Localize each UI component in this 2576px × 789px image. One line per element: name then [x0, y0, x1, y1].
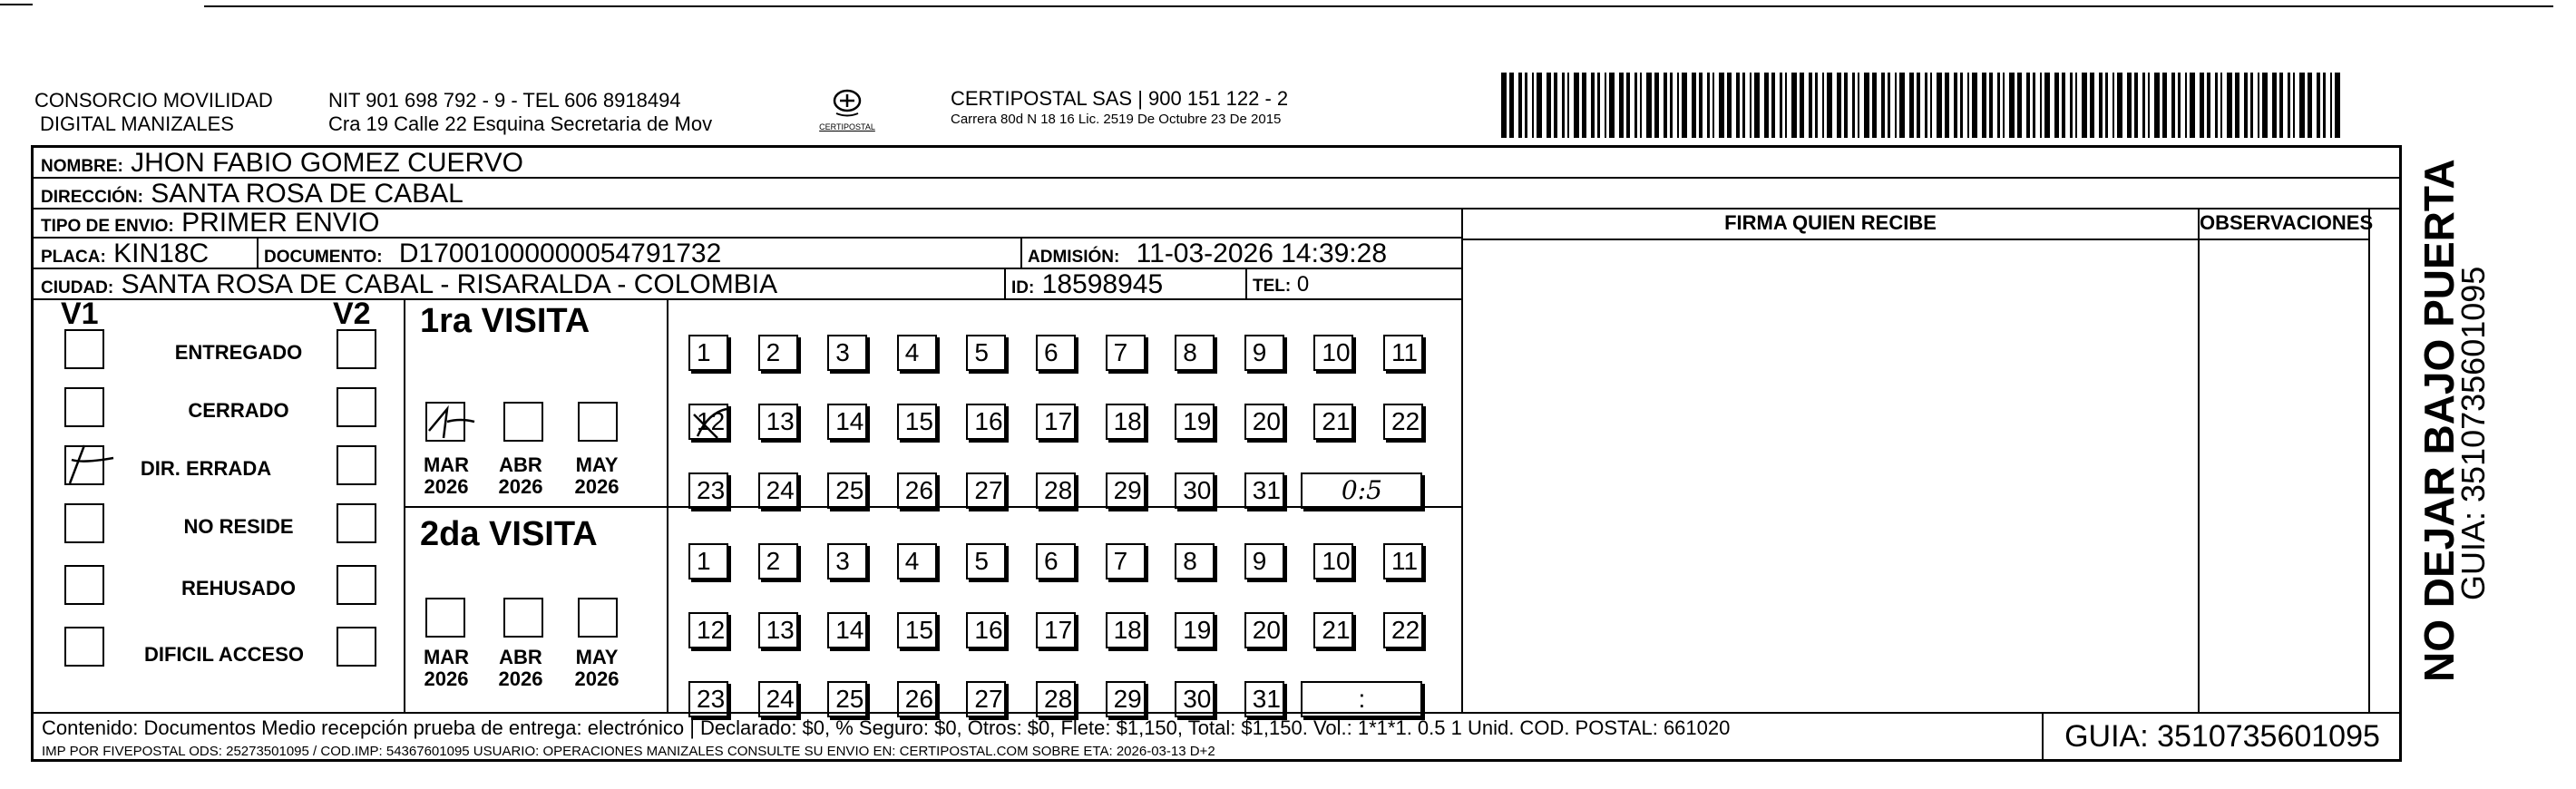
- barcode-bar: [1554, 73, 1557, 138]
- barcode-bar: [2288, 73, 2290, 138]
- barcode-bar: [2250, 73, 2253, 138]
- first-month-checkbox-abr[interactable]: [503, 402, 543, 442]
- barcode-bar: [2258, 73, 2259, 138]
- first-day-19[interactable]: 19: [1175, 404, 1215, 440]
- barcode-bar: [1640, 73, 1642, 138]
- v1-checkbox-cerrado[interactable]: [64, 387, 104, 427]
- barcode-bar: [1537, 73, 1542, 138]
- barcode-bar: [1800, 73, 1804, 138]
- barcode-bar: [1591, 73, 1595, 138]
- tipo-value: PRIMER ENVIO: [181, 208, 380, 238]
- barcode-bar: [2040, 73, 2042, 138]
- v1-checkbox-dificil-acceso[interactable]: [64, 627, 104, 667]
- first-day-8[interactable]: 8: [1175, 335, 1215, 371]
- footer-imp-line: IMP POR FIVEPOSTAL ODS: 25273501095 / COD.IMP: 54367601095 USUARIO: OPERACIONES MANIZALES CONSULTE SU ENVIO EN: CERTIPOSTAL.COM SOBRE ETA: 2026-03-13 D+2: [42, 744, 1215, 759]
- second-day-30[interactable]: 30: [1175, 681, 1215, 717]
- barcode-bar: [1815, 73, 1818, 138]
- second-day-12[interactable]: 12: [688, 612, 728, 648]
- second-day-23[interactable]: 23: [688, 681, 728, 717]
- barcode-bar: [1881, 73, 1885, 138]
- first-day-20[interactable]: 20: [1244, 404, 1284, 440]
- barcode-bar: [1945, 73, 1949, 138]
- second-day-29[interactable]: 29: [1106, 681, 1146, 717]
- carrier-line-2: Carrera 80d N 18 16 Lic. 2519 De Octubre 23 De 2015: [951, 112, 1282, 127]
- v2-checkbox-no-reside[interactable]: [337, 503, 376, 543]
- first-day-1[interactable]: 1: [688, 335, 728, 371]
- barcode-bar: [1670, 73, 1673, 138]
- barcode-bar: [2099, 73, 2103, 138]
- barcode-bar: [2330, 73, 2332, 138]
- checkmark-icon: [424, 391, 478, 442]
- barcode-bar: [2026, 73, 2030, 138]
- barcode-bar: [1982, 73, 1986, 138]
- barcode-bar: [1518, 73, 1522, 138]
- barcode-bar: [1605, 73, 1606, 138]
- second-day-25[interactable]: 25: [827, 681, 867, 717]
- second-day-31[interactable]: 31: [1244, 681, 1284, 717]
- barcode-bar: [1597, 73, 1600, 138]
- v2-checkbox-cerrado[interactable]: [337, 387, 376, 427]
- first-day-13[interactable]: 13: [758, 404, 798, 440]
- v2-checkbox-dir-errada[interactable]: [337, 445, 376, 485]
- first-day-16[interactable]: 16: [966, 404, 1006, 440]
- barcode-bar: [1954, 73, 1957, 138]
- checkmark-icon: [690, 405, 730, 442]
- second-day-18[interactable]: 18: [1106, 612, 1146, 648]
- v2-checkbox-rehusado[interactable]: [337, 565, 376, 605]
- barcode-bar: [2113, 73, 2114, 138]
- barcode-bar: [1989, 73, 1993, 138]
- second-month-abr: ABR 2026: [498, 646, 543, 690]
- first-day-27[interactable]: 27: [966, 472, 1006, 509]
- company-line-2: DIGITAL MANIZALES: [40, 112, 234, 135]
- first-day-11[interactable]: 11: [1383, 335, 1423, 371]
- divider: [1461, 239, 2368, 240]
- second-day-1[interactable]: 1: [688, 543, 728, 580]
- second-day-20[interactable]: 20: [1244, 612, 1284, 648]
- barcode-bar: [1562, 73, 1565, 138]
- id-label: ID:: [1011, 278, 1035, 297]
- barcode-bar: [1574, 73, 1579, 138]
- barcode-bar: [1858, 73, 1859, 138]
- barcode-bar: [1736, 73, 1740, 138]
- barcode-bar: [2171, 73, 2175, 138]
- second-day-22[interactable]: 22: [1383, 612, 1423, 648]
- barcode-bar: [1997, 73, 2000, 138]
- logo-text: CERTIPOSTAL: [819, 122, 875, 132]
- company-line-1: CONSORCIO MOVILIDAD: [34, 89, 273, 112]
- barcode-bar: [2127, 73, 2132, 138]
- company-name: [34, 89, 273, 136]
- first-day-6[interactable]: 6: [1036, 335, 1076, 371]
- barcode-bar: [1852, 73, 1855, 138]
- barcode-bar: [2244, 73, 2248, 138]
- barcode-bar: [2279, 73, 2283, 138]
- ciudad-label: CIUDAD:: [41, 278, 114, 297]
- second-day-6[interactable]: 6: [1036, 543, 1076, 580]
- second-day-24[interactable]: 24: [758, 681, 798, 717]
- barcode-bar: [2075, 73, 2077, 138]
- status-cerrado: CERRADO: [188, 399, 289, 422]
- v2-checkbox-entregado[interactable]: [337, 329, 376, 369]
- barcode-bar: [1960, 73, 1963, 138]
- barcode-bar: [1750, 73, 1751, 138]
- barcode-bar: [1742, 73, 1745, 138]
- barcode-bar: [1547, 73, 1551, 138]
- first-day-28[interactable]: 28: [1036, 472, 1076, 509]
- firma-header: FIRMA QUIEN RECIBE: [1724, 211, 1937, 234]
- barcode-bar: [2207, 73, 2210, 138]
- second-month-mar: MAR 2026: [423, 646, 470, 690]
- v1-checkbox-entregado[interactable]: [64, 329, 104, 369]
- second-month-may: MAY 2026: [574, 646, 620, 690]
- first-month-checkbox-mar[interactable]: [425, 402, 465, 442]
- barcode-bar: [1699, 73, 1703, 138]
- second-day-13[interactable]: 13: [758, 612, 798, 648]
- first-month-may: MAY 2026: [574, 453, 620, 498]
- barcode-bar: [1864, 73, 1869, 138]
- v1-checkbox-rehusado[interactable]: [64, 565, 104, 605]
- observaciones-header: OBSERVACIONES: [2200, 211, 2374, 234]
- admision-value: 11-03-2026 14:39:28: [1136, 239, 1388, 268]
- barcode-bar: [1972, 73, 1977, 138]
- barcode-bar: [2335, 73, 2340, 138]
- second-day-16[interactable]: 16: [966, 612, 1006, 648]
- barcode-bar: [2299, 73, 2305, 138]
- barcode-bar: [2117, 73, 2122, 138]
- barcode-bar: [1712, 73, 1714, 138]
- barcode-bar: [1567, 73, 1569, 138]
- nit-line-2: Cra 19 Calle 22 Esquina Secretaria de Mov: [328, 112, 713, 135]
- barcode-bar: [2227, 73, 2232, 138]
- placa-value: KIN18C: [113, 239, 210, 268]
- barcode-bar: [1917, 73, 1920, 138]
- first-day-2[interactable]: 2: [758, 335, 798, 371]
- top-left-tick: [0, 4, 33, 5]
- second-day-21[interactable]: 21: [1313, 612, 1353, 648]
- second-day-7[interactable]: 7: [1106, 543, 1146, 580]
- barcode-bar: [2154, 73, 2160, 138]
- barcode-bar: [2308, 73, 2312, 138]
- v1-checkbox-no-reside[interactable]: [64, 503, 104, 543]
- divider: [1245, 269, 1247, 300]
- barcode-bar: [2178, 73, 2181, 138]
- v2-header: V2: [333, 297, 371, 331]
- first-day-17[interactable]: 17: [1036, 404, 1076, 440]
- first-day-29[interactable]: 29: [1106, 472, 1146, 509]
- barcode-bar: [2148, 73, 2150, 138]
- barcode-bar: [1609, 73, 1615, 138]
- barcode-bar: [1785, 73, 1787, 138]
- barcode-bar: [1634, 73, 1637, 138]
- barcode-bar: [2323, 73, 2326, 138]
- divider: [1004, 269, 1006, 300]
- direccion-value: SANTA ROSA DE CABAL: [151, 179, 463, 209]
- side-notice: NO DEJAR BAJO PUERTA: [2415, 159, 2463, 682]
- barcode-bar: [2190, 73, 2195, 138]
- barcode-bar: [1646, 73, 1652, 138]
- second-day-27[interactable]: 27: [966, 681, 1006, 717]
- barcode-bar: [1664, 73, 1667, 138]
- barcode-bar: [2044, 73, 2050, 138]
- barcode-bar: [2262, 73, 2268, 138]
- second-time-field[interactable]: :: [1301, 681, 1422, 717]
- logo-icon: [829, 87, 865, 118]
- first-day-23[interactable]: 23: [688, 472, 728, 509]
- second-day-11[interactable]: 11: [1383, 543, 1423, 580]
- admision-field: [1028, 239, 1387, 269]
- second-day-19[interactable]: 19: [1175, 612, 1215, 648]
- barcode-bar: [1582, 73, 1586, 138]
- barcode-bar: [2215, 73, 2218, 138]
- status-entregado: ENTREGADO: [174, 341, 303, 364]
- divider: [1461, 209, 1463, 714]
- barcode-bar: [2082, 73, 2087, 138]
- first-month-mar: MAR 2026: [423, 453, 470, 498]
- v2-checkbox-dificil-acceso[interactable]: [337, 627, 376, 667]
- barcode-bar: [2062, 73, 2065, 138]
- first-day-25[interactable]: 25: [827, 472, 867, 509]
- barcode-bar: [1791, 73, 1797, 138]
- barcode-bar: [2162, 73, 2167, 138]
- barcode-bar: [1822, 73, 1824, 138]
- first-day-5[interactable]: 5: [966, 335, 1006, 371]
- id-value: 18598945: [1041, 269, 1164, 299]
- barcode-bar: [1626, 73, 1630, 138]
- barcode-bar: [1837, 73, 1841, 138]
- barcode-bar: [2134, 73, 2138, 138]
- barcode-bar: [2272, 73, 2277, 138]
- barcode: [1501, 73, 2340, 138]
- nombre-value: JHON FABIO GOMEZ CUERVO: [131, 148, 523, 178]
- carrier-line-1: CERTIPOSTAL SAS | 900 151 122 - 2: [951, 87, 1289, 110]
- barcode-bar: [1525, 73, 1527, 138]
- barcode-bar: [2293, 73, 2295, 138]
- documento-field: [264, 239, 721, 269]
- tipo-row: [34, 209, 1461, 239]
- barcode-bar: [2054, 73, 2059, 138]
- barcode-bar: [1925, 73, 1927, 138]
- barcode-bar: [1771, 73, 1775, 138]
- second-day-8[interactable]: 8: [1175, 543, 1215, 580]
- barcode-bar: [1501, 73, 1507, 138]
- direccion-label: DIRECCIÓN:: [41, 188, 143, 207]
- barcode-bar: [1827, 73, 1832, 138]
- second-day-15[interactable]: 15: [897, 612, 937, 648]
- second-month-checkbox-mar[interactable]: [425, 598, 465, 638]
- barcode-bar: [2070, 73, 2073, 138]
- barcode-bar: [1967, 73, 1969, 138]
- status-dir-errada: DIR. ERRADA: [140, 457, 272, 480]
- placa-label: PLACA:: [41, 248, 106, 267]
- barcode-bar: [2009, 73, 2015, 138]
- first-day-18[interactable]: 18: [1106, 404, 1146, 440]
- barcode-bar: [1509, 73, 1514, 138]
- barcode-bar: [2317, 73, 2320, 138]
- barcode-bar: [1727, 73, 1732, 138]
- tipo-label: TIPO DE ENVIO:: [41, 217, 174, 236]
- first-day-7[interactable]: 7: [1106, 335, 1146, 371]
- barcode-bar: [1692, 73, 1696, 138]
- barcode-bar: [1895, 73, 1897, 138]
- carrier-info: [951, 87, 1288, 129]
- ciudad-value: SANTA ROSA DE CABAL - RISARALDA - COLOMBIA: [121, 269, 778, 299]
- documento-value: D17001000000054791732: [398, 239, 722, 268]
- first-day-3[interactable]: 3: [827, 335, 867, 371]
- first-day-24[interactable]: 24: [758, 472, 798, 509]
- guia-footer: GUIA: 3510735601095: [2042, 712, 2401, 761]
- second-day-3[interactable]: 3: [827, 543, 867, 580]
- tel-value: 0: [1296, 272, 1310, 297]
- second-day-14[interactable]: 14: [827, 612, 867, 648]
- barcode-bar: [2142, 73, 2145, 138]
- top-rule: [204, 5, 2553, 7]
- barcode-bar: [1682, 73, 1687, 138]
- barcode-bar: [1888, 73, 1890, 138]
- divider: [2368, 209, 2370, 714]
- first-day-26[interactable]: 26: [897, 472, 937, 509]
- direccion-row: [34, 179, 2399, 209]
- first-month-checkbox-may[interactable]: [578, 402, 618, 442]
- barcode-bar: [1872, 73, 1877, 138]
- tel-label: TEL:: [1253, 277, 1292, 296]
- divider: [1020, 239, 1022, 269]
- barcode-bar: [1719, 73, 1724, 138]
- divider: [2198, 209, 2200, 714]
- barcode-bar: [1930, 73, 1932, 138]
- first-day-22[interactable]: 22: [1383, 404, 1423, 440]
- first-month-abr: ABR 2026: [498, 453, 543, 498]
- nit-line-1: NIT 901 698 792 - 9 - TEL 606 8918494: [328, 89, 681, 112]
- first-day-4[interactable]: 4: [897, 335, 937, 371]
- first-day-31[interactable]: 31: [1244, 472, 1284, 509]
- status-rehusado: REHUSADO: [181, 577, 296, 599]
- first-day-21[interactable]: 21: [1313, 404, 1353, 440]
- barcode-bar: [1754, 73, 1760, 138]
- barcode-bar: [2017, 73, 2022, 138]
- barcode-bar: [1707, 73, 1710, 138]
- id-field: [1011, 269, 1163, 300]
- barcode-bar: [1764, 73, 1769, 138]
- first-day-10[interactable]: 10: [1313, 335, 1353, 371]
- second-day-9[interactable]: 9: [1244, 543, 1284, 580]
- second-month-checkbox-abr[interactable]: [503, 598, 543, 638]
- delivery-form: [31, 145, 2402, 762]
- second-month-checkbox-may[interactable]: [578, 598, 618, 638]
- barcode-bar: [1780, 73, 1782, 138]
- barcode-bar: [1532, 73, 1534, 138]
- first-visit-title: 1ra VISITA: [420, 302, 590, 340]
- divider: [257, 239, 259, 269]
- barcode-bar: [2003, 73, 2005, 138]
- first-day-30[interactable]: 30: [1175, 472, 1215, 509]
- status-dificil-acceso: DIFICIL ACCESO: [143, 643, 304, 666]
- barcode-bar: [1677, 73, 1679, 138]
- second-day-28[interactable]: 28: [1036, 681, 1076, 717]
- status-no-reside: NO RESIDE: [183, 515, 294, 538]
- second-day-5[interactable]: 5: [966, 543, 1006, 580]
- nombre-row: [34, 148, 2399, 179]
- barcode-bar: [2105, 73, 2108, 138]
- v1-header: V1: [61, 297, 99, 331]
- first-day-12[interactable]: 12: [688, 404, 728, 440]
- barcode-bar: [2220, 73, 2222, 138]
- second-day-10[interactable]: 10: [1313, 543, 1353, 580]
- first-time-field[interactable]: 0:5: [1301, 472, 1422, 509]
- second-day-17[interactable]: 17: [1036, 612, 1076, 648]
- barcode-bar: [1909, 73, 1914, 138]
- side-guia: GUIA: 3510735601095: [2454, 266, 2492, 600]
- second-day-2[interactable]: 2: [758, 543, 798, 580]
- footer-content-line: Contenido: Documentos Medio recepción prueba de entrega: electrónico | Declarado: $0, % Seguro: $0, Otros: $0, Flete: $1,150, Total: $1,150. Vol.: 1*1*1. 0.5 1 Unid. COD. POSTAL: 661020: [42, 716, 1731, 739]
- first-day-15[interactable]: 15: [897, 404, 937, 440]
- documento-label: DOCUMENTO:: [264, 248, 383, 267]
- barcode-bar: [1654, 73, 1659, 138]
- second-day-4[interactable]: 4: [897, 543, 937, 580]
- barcode-bar: [2033, 73, 2035, 138]
- company-nit: [328, 89, 712, 136]
- first-day-14[interactable]: 14: [827, 404, 867, 440]
- first-day-9[interactable]: 9: [1244, 335, 1284, 371]
- barcode-bar: [1809, 73, 1812, 138]
- barcode-bar: [1619, 73, 1624, 138]
- barcode-bar: [2235, 73, 2239, 138]
- certipostal-logo: [813, 87, 882, 132]
- nombre-label: NOMBRE:: [41, 157, 123, 176]
- barcode-bar: [1937, 73, 1942, 138]
- second-visit-title: 2da VISITA: [420, 515, 598, 553]
- tel-field: [1253, 269, 1309, 300]
- barcode-bar: [2200, 73, 2204, 138]
- second-day-26[interactable]: 26: [897, 681, 937, 717]
- barcode-bar: [2185, 73, 2187, 138]
- admision-label: ADMISIÓN:: [1028, 248, 1120, 267]
- barcode-bar: [1899, 73, 1905, 138]
- barcode-bar: [1844, 73, 1848, 138]
- barcode-bar: [2090, 73, 2094, 138]
